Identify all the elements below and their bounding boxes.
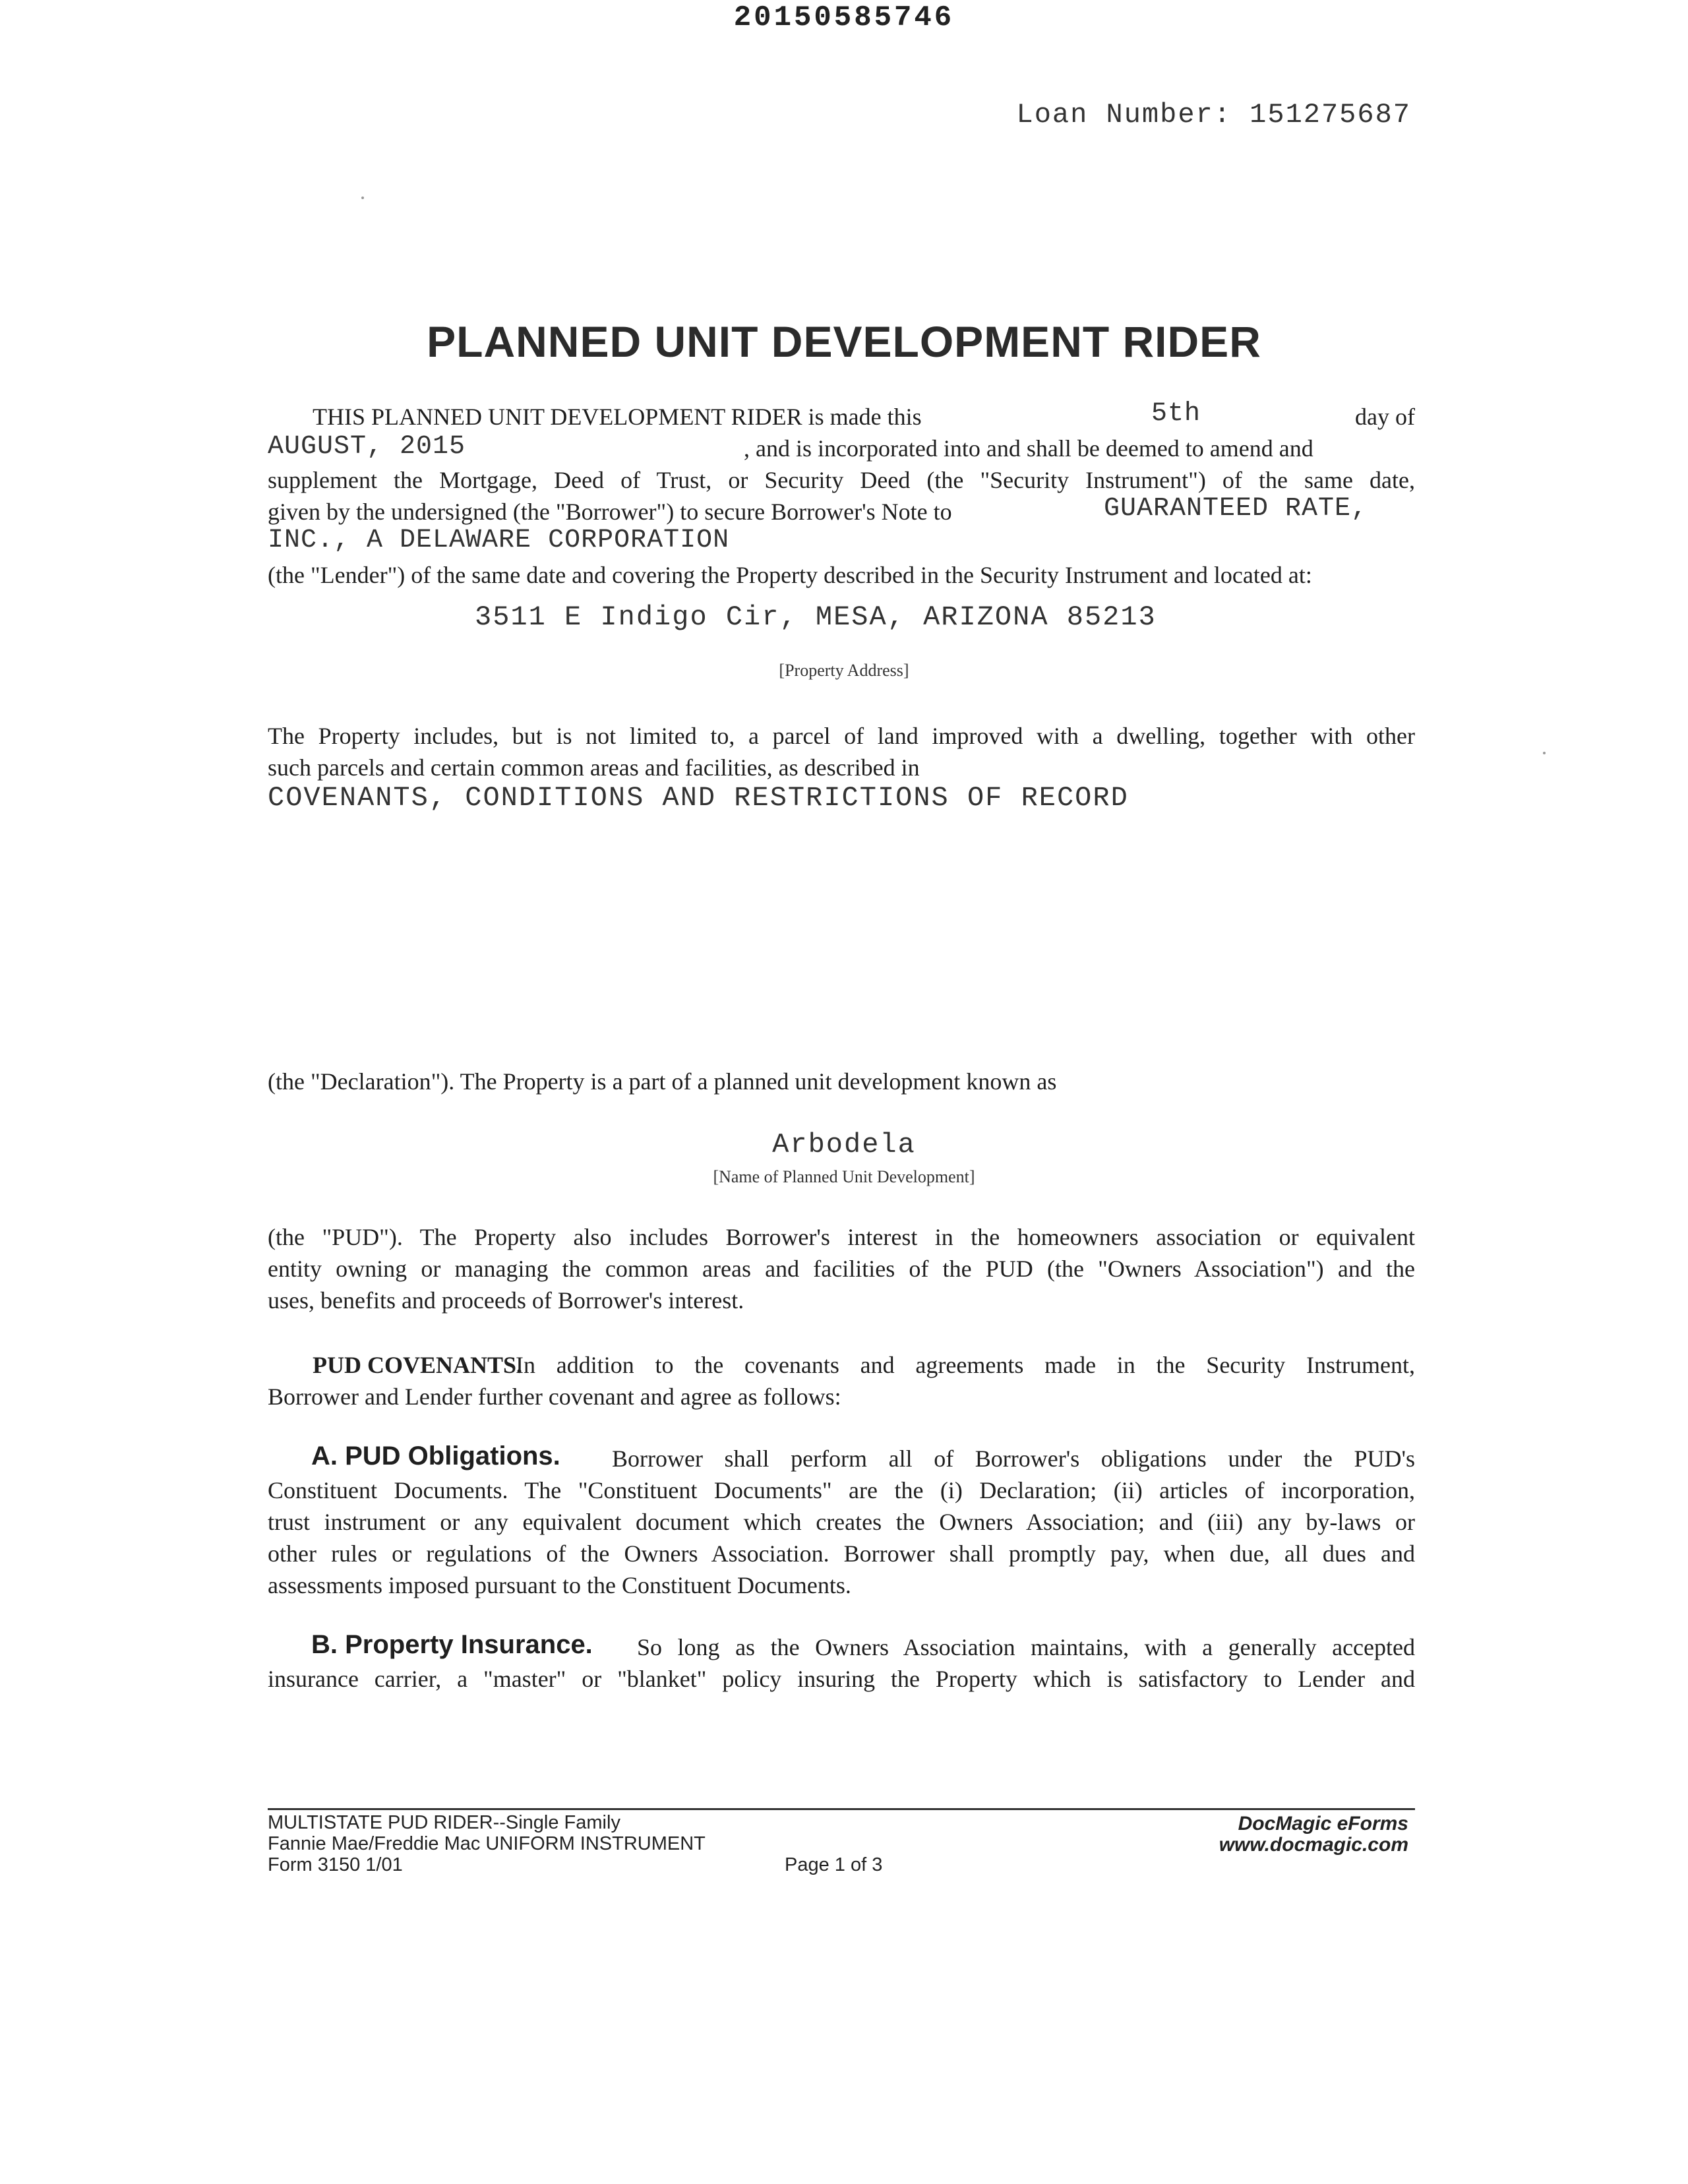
brand-logo: DocMagic eForms: [1238, 1813, 1408, 1835]
footer-page-number: Page 1 of 3: [785, 1854, 883, 1875]
document-number: 20150585746: [733, 1, 955, 34]
pud-name-label: [Name of Planned Unit Development]: [713, 1167, 975, 1186]
property-paragraph: [268, 720, 1415, 783]
footer-rule: [268, 1808, 1415, 1810]
pud-line-3: uses, benefits and proceeds of Borrower's interest.: [268, 1287, 744, 1314]
pud-paragraph: [268, 1221, 1415, 1316]
pud-line-1: (the "PUD"). The Property also includes Borrower's interest in the homeowners association or equivalent: [268, 1224, 1415, 1250]
intro-paragraph: [268, 401, 1415, 591]
property-line-2: such parcels and certain common areas and facilities, as described in: [268, 754, 920, 781]
section-a-line-2: Constituent Documents. The "Constituent Documents" are the (i) Declaration; (ii) articles of incorporation,: [268, 1477, 1415, 1503]
intro-month-year: AUGUST, 2015: [268, 432, 466, 462]
section-a-line-4: other rules or regulations of the Owners Association. Borrower shall promptly pay, when due, all dues and: [268, 1540, 1415, 1567]
section-a-line-3: trust instrument or any equivalent document which creates the Owners Association; and (iii) any by-laws or: [268, 1509, 1415, 1535]
covenants-line-1: In addition to the covenants and agreements made in the Security Instrument,: [516, 1352, 1415, 1378]
footer-line-2: Fannie Mae/Freddie Mac UNIFORM INSTRUMENT: [268, 1833, 706, 1854]
intro-line-1: THIS PLANNED UNIT DEVELOPMENT RIDER is made this: [313, 404, 922, 430]
section-b-line-2: insurance carrier, a "master" or "blanket" policy insuring the Property which is satisfactory to Lender and: [268, 1666, 1415, 1692]
property-address: 3511 E Indigo Cir, MESA, ARIZONA 85213: [475, 601, 1157, 633]
loan-number-value: 151275687: [1250, 99, 1411, 131]
footer-form-info: [268, 1812, 706, 1875]
footer-line-3: Form 3150 1/01: [268, 1854, 403, 1875]
intro-day-of: day of: [1355, 404, 1415, 430]
section-a: [268, 1443, 1415, 1601]
section-b: [268, 1631, 1415, 1695]
covenants-heading: PUD COVENANTS.: [313, 1352, 523, 1378]
property-line-1: The Property includes, but is not limited to, a parcel of land improved with a dwelling, together with other: [268, 723, 1415, 749]
document-title: PLANNED UNIT DEVELOPMENT RIDER: [427, 317, 1261, 366]
section-a-line-1: Borrower shall perform all of Borrower's obligations under the PUD's: [612, 1445, 1415, 1472]
section-b-heading: B. Property Insurance.: [311, 1630, 593, 1659]
lender-name-part-2: INC., A DELAWARE CORPORATION: [268, 526, 730, 555]
footer-line-1: MULTISTATE PUD RIDER--Single Family: [268, 1812, 620, 1833]
declaration-line: (the "Declaration"). The Property is a part of a planned unit development known as: [268, 1068, 1057, 1095]
scan-speck: [361, 197, 364, 199]
intro-day: 5th: [1151, 399, 1201, 429]
property-address-label: [Property Address]: [779, 661, 909, 680]
section-a-line-5: assessments imposed pursuant to the Constituent Documents.: [268, 1572, 851, 1598]
intro-line-3: supplement the Mortgage, Deed of Trust, or Security Deed (the "Security Instrument") of the same date,: [268, 467, 1415, 493]
footer-brand: [1219, 1813, 1408, 1856]
section-a-heading: A. PUD Obligations.: [311, 1441, 560, 1471]
pud-name: Arbodela: [772, 1129, 916, 1161]
brand-url: www.docmagic.com: [1219, 1834, 1408, 1856]
pud-line-2: entity owning or managing the common areas and facilities of the PUD (the "Owners Association") and the: [268, 1256, 1415, 1282]
section-b-line-1: So long as the Owners Association maintains, with a generally accepted: [637, 1634, 1415, 1660]
loan-number: [1016, 99, 1411, 131]
declaration-name: COVENANTS, CONDITIONS AND RESTRICTIONS OF RECORD: [268, 782, 1129, 814]
loan-number-label: Loan Number:: [1016, 99, 1232, 131]
intro-line-2: , and is incorporated into and shall be deemed to amend and: [744, 435, 1313, 462]
covenants-line-2: Borrower and Lender further covenant and agree as follows:: [268, 1383, 841, 1410]
intro-line-6: (the "Lender") of the same date and covering the Property described in the Security Instrument and located at:: [268, 562, 1312, 588]
scan-speck: [1543, 752, 1546, 754]
covenants-paragraph: [268, 1349, 1415, 1412]
intro-line-4: given by the undersigned (the "Borrower") to secure Borrower's Note to: [268, 499, 952, 525]
lender-name-part-1: GUARANTEED RATE,: [1103, 494, 1368, 524]
